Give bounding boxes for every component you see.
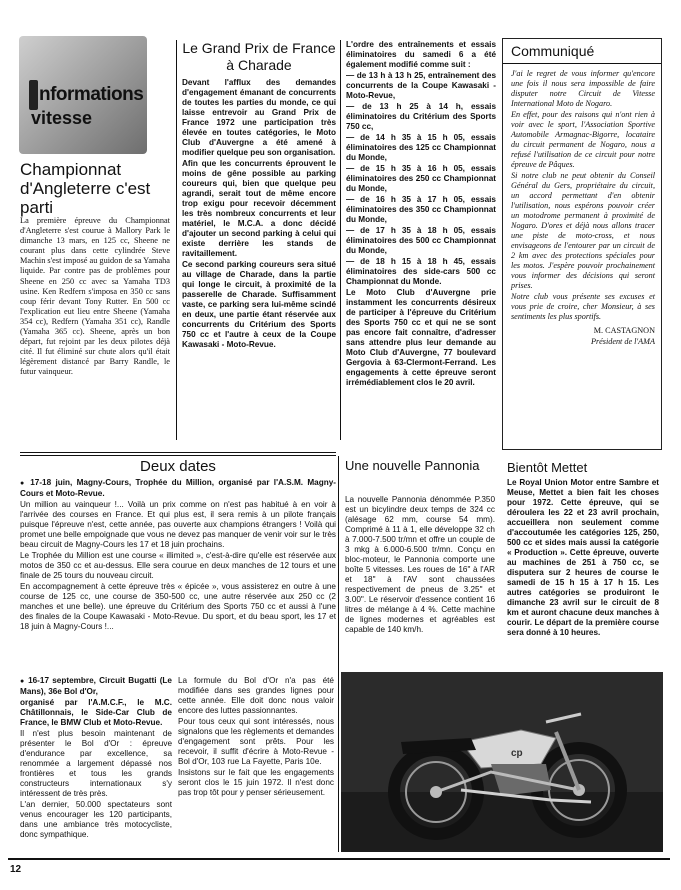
deux-dates-p7: Pour tous ceux qui sont intéressés, nous signalons que les règlements et demandes d'engagement sont prêts. Pour les recevoir, il suffit d'écrire à Moto-Revue - Bol d'Or, 103 rue La Fayette, Paris 10e.: [178, 717, 334, 766]
schedule-line: — de 14 h 35 à 15 h 05, essais éliminatoires des 125 cc Championnat du Monde,: [346, 133, 496, 162]
mettet-body: Le Royal Union Motor entre Sambre et Meuse, Mettet a bien fait les choses pour 1972. Cette épreuve, qui se déroulera les 22 et 23 avril prochain, accueillera non seulement comme d'accoutumée les catégories 125, 250, 500 cc et sides mais aussi la catégorie « Production ». Cette épreuve, ouverte au machines de 251 à 750 cc, se disputera sur 2 heures de course le samedi de 15 h 15 à 17 h 15. Les autres catégories se produiront le dimanche 23 avril sur le circuit de 8 km et auront chacune deux manches à courir. Le départ de la première course sera donné à 10 heures.: [507, 478, 659, 637]
deux-dates-head2: ● 16-17 septembre, Circuit Bugatti (Le Mans), 36e Bol d'Or,: [20, 676, 172, 697]
angleterre-body: La première épreuve du Championnat d'Angleterre s'est courue à Mallory Park le dimanche 13 mars, en 125 cc, Sheene ne courant plus dans cette cylindrée Steve Machin s'est imposé au guidon de sa Yamaha liquide. Par contre pas de problèmes pour Sheene en 250 cc avec sa Yamaha TD3 usine. Ken Redfern s'imposa en 350 cc sans coup férir devant Tony Rutter. En 500 cc l'explication eut lieu entre Sheene (Yamaha 354 cc), Redfern (Yamaha 351 cc), Randle (Yamaha 365 cc). Sheene, après un bon départ, fut rejoint par les deux pilotes déjà cité. Il fut éliminé sur chute alors qu'il était légèrement distancé par Barry Randle, le futur vainqueur.: [20, 216, 170, 377]
gp-body: [182, 78, 336, 351]
schedule-line: — de 16 h 35 à 17 h 05, essais éliminatoires des 350 cc Championnat du Monde,: [346, 195, 496, 224]
communique-signature: M. CASTAGNON: [593, 326, 655, 335]
motorcycle-photo: [341, 672, 663, 852]
deux-dates-title: Deux dates: [140, 458, 216, 475]
svg-text:cp: cp: [511, 748, 523, 759]
deux-dates-p1: Un million au vainqueur !... Voilà un prix comme on n'est pas habitué à en voir à l'arrivée des courses en France. Et qui plus est, il sera remis à un pilote français puisque l'épreuve n'est, cette année, pas ouverte aux champions étrangers ! Voilà qui promet une belle empoignade que vous ne devez pas manquer de venir voir sur le très beau circuit de Magny-Cours les 17 et 18 juin prochains.: [20, 500, 336, 549]
gp-p3: Ce second parking coureurs sera situé au village de Charade, dans la partie qui longe le circuit, à proximité de la passerelle de Charade. Suffisamment vaste, ce parking sera lui-même scindé en deux, une partie étant réservée aux concurrents du Critérium des Sports 750 cc et l'autre à ceux de la Coupe Kawasaki - Moto-Revue.: [182, 260, 336, 349]
communique-p4: Notre club vous présente ses excuses et vous prie de croire, cher Monsieur, à ses sentiments les plus sportifs.: [511, 292, 655, 321]
section-logo: [19, 36, 147, 154]
divider-col1: [176, 40, 177, 440]
communique-body: [511, 69, 655, 348]
schedule-intro: L'ordre des entraînements et essais éliminatoires du samedi 6 a été également modifié comme suit :: [346, 40, 496, 69]
divider-col2: [340, 40, 341, 440]
gp-p2: Afin que les concurrents éprouvent le moins de gêne possible au parking coureurs qui, bien que quelque peu agrandi, serait tout de même encore trop exigu pour recevoir décemment les très nombreux concurrents et leur matériel, le M.C.A. a donc décidé d'ajouter un second parking à celui qui existe derrière les stands de ravitaillement.: [182, 159, 336, 258]
deux-dates-head1: ● 17-18 juin, Magny-Cours, Trophée du Million, organisé par l'A.S.M. Magny-Cours et Moto-Revue.: [20, 478, 336, 499]
schedule-line: — de 15 h 35 à 16 h 05, essais éliminatoires des 250 cc Championnat du Monde,: [346, 164, 496, 193]
schedule-line: — de 17 h 35 à 18 h 05, essais éliminatoires des 500 cc Championnat du Monde,: [346, 226, 496, 255]
pannonia-title: Une nouvelle Pannonia: [345, 458, 480, 473]
schedule-line: — de 13 h à 13 h 25, entraînement des concurrents de la Coupe Kawasaki - Moto-Revue,: [346, 71, 496, 100]
schedule-block: [346, 40, 496, 389]
deux-dates-p6: La formule du Bol d'Or n'a pas été modifiée dans ses grandes lignes pour cette année. Elle doit donc nous valoir encore des luttes passionnantes.: [178, 676, 334, 715]
deux-dates-p4: Il n'est plus besoin maintenant de présenter le Bol d'Or : épreuve d'endurance par excellence, sa renommée a largement dépassé nos frontières et tous les grands constructeurs internationaux s'y intéressent de très près.: [20, 729, 172, 798]
communique-title: Communiqué: [511, 43, 595, 59]
schedule-line: — de 18 h 15 à 18 h 45, essais éliminatoires des side-cars 500 cc Championnat du Monde.: [346, 257, 496, 286]
deux-dates-head2b: organisé par l'A.M.C.F., le M.C. Châtillonnais, le Side-Car Club de France, le BMW Club et Moto-Revue.: [20, 698, 172, 727]
deux-dates-left: [20, 676, 172, 841]
communique-rule: [503, 63, 661, 64]
communique-box: [502, 38, 662, 450]
angleterre-title: Championnat d'Angleterre c'est parti: [20, 160, 151, 217]
gp-title: Le Grand Prix de France à Charade: [182, 40, 336, 73]
deux-dates-top: [20, 478, 336, 633]
logo-line1: nformations: [39, 84, 144, 105]
communique-p1: J'ai le regret de vous informer qu'encore une fois il nous sera impossible de faire disputer notre Circuit de Vitesse International Moto de Nogaro.: [511, 69, 655, 108]
footer-rule: [8, 858, 670, 860]
schedule-outro: Le Moto Club d'Auvergne prie instamment les concurrents désireux de participer à l'épreuve du Critérium des Sports 750 cc et qui ne se sont pas encore fait connaître, d'adresser sans attendre plus leur demande au Moto Club d'Auvergne, 77 boulevard Gergovia à 63-Clermont-Ferrand. Les engagements à cette épreuve seront irrémédiablement clos le 20 avril.: [346, 288, 496, 387]
divider-top-2: [20, 455, 336, 456]
communique-p3: Si notre club ne peut obtenir du Conseil Général du Gers, propriétaire du circuit, un accord permettant d'en obtenir l'utilisation, nous espérons pouvoir créer un motodrome permanent à proximité de Nogaro. D'ores et déjà nous allons tracer une piste de moto-cross, et nous envisageons de l'entourer par un circuit de 2 km avec des protections spéciales pour les motos. J'espère pouvoir prochainement vous informer des décisions qui seront prises.: [511, 171, 655, 290]
deux-dates-p2: Le Trophée du Million est une course « illimited », c'est-à-dire qu'elle est réservée aux motos de 350 cc et au-dessus. Elle sera courue en deux manches de 12 tours et une finale de 25 tours du nouveau circuit.: [20, 551, 336, 580]
mettet-title: Bientôt Mettet: [507, 460, 588, 475]
deux-dates-p5: L'an dernier, 50.000 spectateurs sont venus encourager les 120 participants, dans une ambiance très motocycliste, donc sympathique.: [20, 800, 172, 839]
logo-i-letter: [29, 80, 38, 110]
schedule-line: — de 13 h 25 à 14 h, essais éliminatoires du Critérium des Sports 750 cc,: [346, 102, 496, 131]
deux-dates-p3: En accompagnement à cette épreuve très « épicée », vous assisterez en outre à une course de 125 cc, une course de 350-500 cc, une autre réservée aux 250 cc (2 manches et une belle). une épreuve du Critérium des Sports 750 cc et aussi à l'une des finales de la Coupe Kawasaki - Moto-Revue. Du sport, et du beau sport, les 17 et 18 juin à Magny-Cours !...: [20, 582, 336, 631]
communique-p2: En effet, pour des raisons qui n'ont rien à voir avec le sport, l'Association Sportive Automobile Armagnac-Bigorre, locataire du circuit permanent de Nogaro, nous a refusé l'utilisation de ce circuit pour notre épreuve de Pâques.: [511, 110, 655, 169]
deux-dates-right: [178, 676, 334, 799]
divider-top: [20, 452, 336, 453]
deux-dates-p8: Insistons sur le fait que les engagements seront clos le 15 juin 1972. Il n'est donc pas trop tôt pour y penser sérieusement.: [178, 768, 334, 797]
motorcycle-illustration: [341, 672, 663, 852]
page-number: 12: [10, 864, 22, 875]
divider-mid: [338, 456, 339, 852]
logo-line2: vitesse: [31, 108, 93, 128]
gp-p1: Devant l'afflux des demandes d'engagement émanant de concurrents de toutes les parties du monde, ce qui laisse entrevoir au Grand Prix de France 1972 une participation très élevée en toutes catégories, le Moto Club d'Auvergne a été amené à modifier quelque peu son organisation.: [182, 78, 336, 157]
communique-role: Président de l'AMA: [590, 337, 655, 346]
pannonia-body: La nouvelle Pannonia dénommée P.350 est un bicylindre deux temps de 324 cc (alésage 62 mm, course 54 mm). Comprimé à 11 à 1, elle développe 32 ch à 7.000-7.500 tr/mn et offre un couple de 3 mkg à 6.000-6.500 tr/mn. Conçu en bloc-moteur, le Pannonia comporte une boîte 5 vitesses. Les roues de 16" à l'AR et 18" à l'AV sont chaussées respectivement de pneus de 3.25" et 3.00". Le réservoir d'essence contient 16 litres de mélange à 4 %. Cette machine de lignes modernes et agréables est capable de 140 km/h.: [345, 495, 495, 634]
